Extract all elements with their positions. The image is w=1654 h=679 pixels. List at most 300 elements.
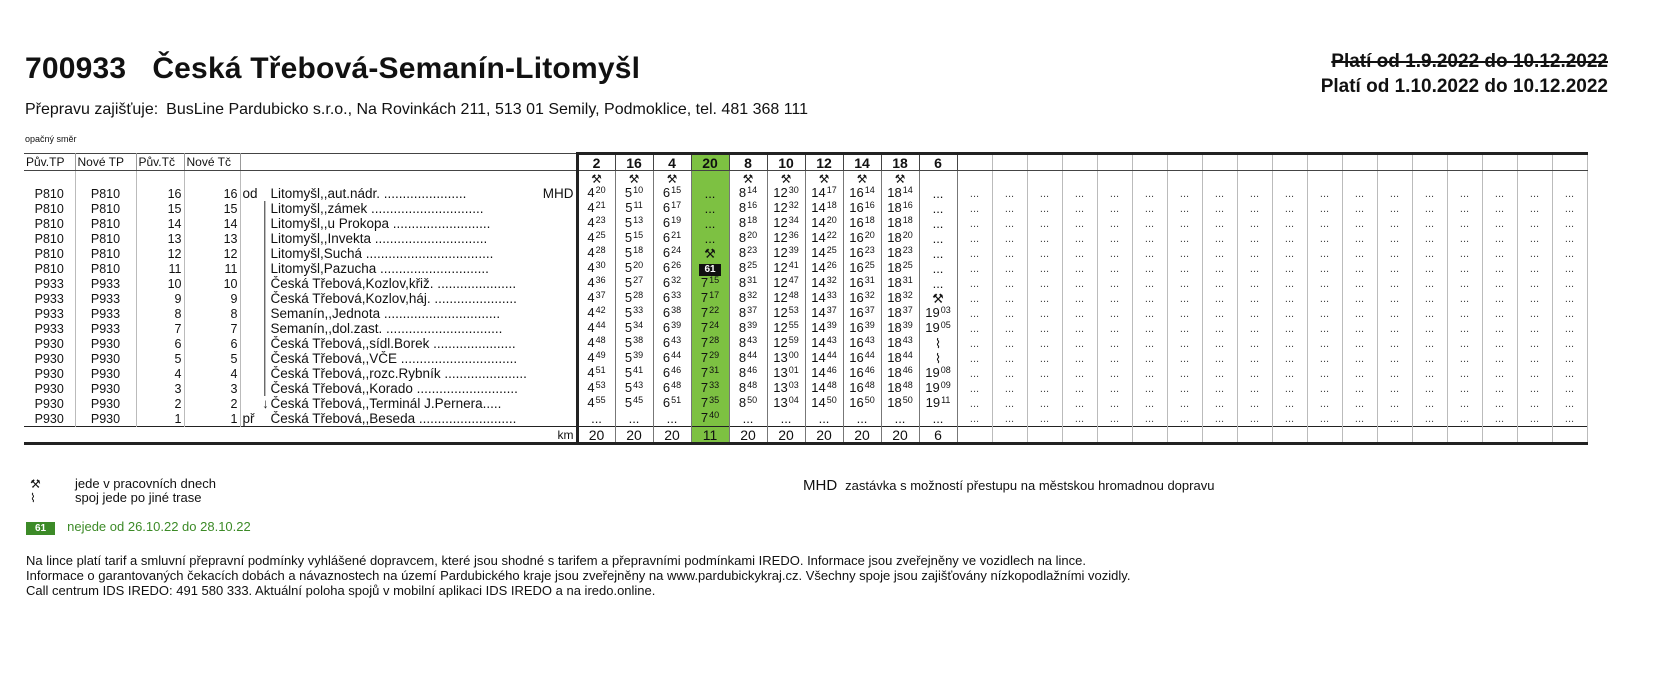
minute: 32	[864, 291, 875, 300]
hour: 5	[624, 336, 633, 350]
minute: 43	[864, 336, 875, 345]
empty-cell	[1097, 171, 1132, 187]
empty-cell: ...	[957, 276, 992, 291]
time-cell	[691, 186, 729, 201]
hour: 4	[587, 366, 595, 380]
puv-tc: 2	[136, 396, 184, 411]
minute: 32	[671, 276, 682, 285]
empty-cell: ...	[1412, 216, 1447, 231]
nove-tc: 16	[184, 186, 240, 201]
empty-cell: ...	[957, 381, 992, 396]
time-cell	[805, 201, 843, 216]
empty-cell: ...	[1342, 261, 1377, 276]
hour: 8	[738, 306, 747, 320]
minute: 23	[747, 246, 758, 255]
empty-col-header	[1552, 154, 1587, 171]
empty-cell: ...	[1167, 396, 1202, 411]
hour: 6	[662, 261, 671, 275]
empty-cell: ...	[1482, 381, 1517, 396]
minute: 03	[788, 381, 799, 390]
stop-name: Česká Třebová,Kozlov,křiž. .....................	[270, 276, 517, 291]
time-cell	[843, 306, 881, 321]
empty-cell: ...	[1482, 201, 1517, 216]
hour: 14	[811, 276, 826, 290]
hour: ...	[856, 411, 868, 426]
minute: 43	[902, 336, 913, 345]
time-cell	[767, 306, 805, 321]
minute: 39	[902, 321, 913, 330]
empty-cell: ...	[1552, 291, 1587, 306]
empty-cell: ...	[1027, 336, 1062, 351]
empty-cell: ...	[1447, 276, 1482, 291]
empty-col-header	[1377, 154, 1412, 171]
empty-cell: ...	[992, 306, 1027, 321]
empty-cell: ...	[1097, 336, 1132, 351]
hammer-icon: ⚒	[615, 171, 653, 187]
empty-cell: ...	[1097, 381, 1132, 396]
minute: 42	[595, 306, 606, 315]
minute: 25	[902, 261, 913, 270]
carrier-info: BusLine Pardubicko s.r.o., Na Rovinkách 211, 513 01 Semily, Podmoklice, tel. 481 368 111	[166, 101, 809, 118]
empty-cell: ...	[1062, 261, 1097, 276]
hour: 4	[587, 306, 595, 320]
empty-cell: ...	[1132, 276, 1167, 291]
minute: 59	[788, 336, 799, 345]
time-cell	[615, 276, 653, 291]
time-cell	[729, 306, 767, 321]
empty-cell: ...	[1237, 411, 1272, 427]
empty-cell: ...	[1202, 411, 1237, 427]
empty-cell: ...	[1202, 186, 1237, 201]
empty-cell: ...	[1517, 411, 1552, 427]
empty-col-header	[1097, 154, 1132, 171]
stop-cell	[240, 366, 577, 381]
minute: 43	[826, 336, 837, 345]
time-cell	[691, 246, 729, 261]
empty-cell: ...	[1027, 306, 1062, 321]
empty-cell: ...	[1412, 276, 1447, 291]
minute: 26	[826, 261, 837, 270]
empty-cell: ...	[1202, 336, 1237, 351]
empty-cell: ...	[1097, 366, 1132, 381]
empty-cell: ...	[1167, 411, 1202, 427]
empty-cell: ...	[1062, 201, 1097, 216]
minute: 44	[595, 321, 606, 330]
time-cell	[729, 276, 767, 291]
note-badge: 61	[26, 522, 55, 535]
time-cell	[805, 246, 843, 261]
minute: 14	[747, 186, 758, 195]
hour: 5	[624, 366, 633, 380]
hour: 12	[773, 216, 788, 230]
time-cell	[805, 216, 843, 231]
empty-cell: ...	[1552, 396, 1587, 411]
empty-cell: ...	[1517, 201, 1552, 216]
nove-tc: 4	[184, 366, 240, 381]
empty-cell: ...	[1132, 411, 1167, 427]
hour: 14	[811, 306, 826, 320]
minute: 33	[633, 306, 644, 315]
empty-cell: ...	[1027, 276, 1062, 291]
puv-tp: P810	[24, 246, 75, 261]
route-line-icon: │	[261, 351, 270, 366]
empty-cell: ...	[957, 216, 992, 231]
empty-cell: ...	[1167, 306, 1202, 321]
empty-col-header	[957, 154, 992, 171]
time-cell	[691, 321, 729, 336]
km-value: 20	[805, 427, 843, 444]
minute: 46	[826, 366, 837, 375]
empty-cell: ...	[1482, 351, 1517, 366]
route-line-icon: │	[261, 231, 270, 246]
hour: 16	[849, 276, 864, 290]
empty-cell: ...	[1062, 306, 1097, 321]
time-cell	[767, 246, 805, 261]
stop-name: Česká Třebová,,sídl.Borek ......................	[270, 336, 516, 351]
empty-cell	[1132, 171, 1167, 187]
empty-cell: ...	[1447, 291, 1482, 306]
time-cell	[653, 336, 691, 351]
time-cell	[881, 231, 919, 246]
empty-cell: ...	[1167, 321, 1202, 336]
time-cell	[881, 276, 919, 291]
trip-number: 12	[805, 154, 843, 171]
puv-tc: 9	[136, 291, 184, 306]
stop-name: Litomyšl,,Invekta ..............................	[270, 231, 488, 246]
empty-cell: ...	[957, 201, 992, 216]
empty-cell: ...	[1062, 336, 1097, 351]
carrier-label: Přepravu zajišťuje:	[25, 101, 159, 118]
time-cell	[615, 411, 653, 427]
empty-cell: ...	[1517, 246, 1552, 261]
time-cell	[615, 321, 653, 336]
empty-cell: ...	[1027, 201, 1062, 216]
col-header-nove_tc: Nové Tč	[184, 154, 240, 171]
empty-cell	[1062, 427, 1097, 444]
empty-cell: ...	[1272, 351, 1307, 366]
hour: 7	[700, 351, 709, 365]
empty-cell	[1482, 171, 1517, 187]
empty-cell: ...	[1447, 366, 1482, 381]
hour: 5	[624, 261, 633, 275]
empty-cell: ...	[1167, 276, 1202, 291]
stop-name: Česká Třebová,,VČE ...............................	[270, 351, 518, 366]
minute: 08	[940, 366, 951, 375]
hour: 18	[887, 351, 902, 365]
hammer-icon: ⚒	[932, 291, 944, 306]
empty-cell: ...	[1307, 396, 1342, 411]
hour: 7	[700, 411, 709, 425]
hour: 14	[811, 336, 826, 350]
puv-tp: P930	[24, 396, 75, 411]
hour: ...	[932, 411, 944, 426]
empty-cell: ...	[1062, 186, 1097, 201]
time-cell	[805, 231, 843, 246]
footer-notes	[26, 553, 1130, 598]
hour: 18	[887, 381, 902, 395]
minute: 05	[940, 321, 951, 330]
hour: 12	[773, 321, 788, 335]
hour: 13	[773, 396, 788, 410]
empty-cell: ...	[1517, 291, 1552, 306]
hour: 12	[773, 306, 788, 320]
empty-cell: ...	[1097, 351, 1132, 366]
time-cell	[615, 201, 653, 216]
minute: 15	[633, 231, 644, 240]
blank-cell	[184, 171, 240, 187]
header-row	[24, 154, 1587, 171]
minute: 48	[671, 381, 682, 390]
empty-cell: ...	[1237, 351, 1272, 366]
hour: 8	[738, 366, 747, 380]
empty-cell: ...	[1307, 381, 1342, 396]
empty-cell: ...	[957, 366, 992, 381]
hour: 14	[811, 351, 826, 365]
nove-tc: 11	[184, 261, 240, 276]
time-cell	[691, 231, 729, 246]
empty-cell: ...	[1482, 321, 1517, 336]
stop-row	[24, 246, 1587, 261]
time-cell	[919, 201, 957, 216]
stop-name: Česká Třebová,,Beseda ..........................	[270, 411, 517, 426]
empty-cell	[1447, 427, 1482, 444]
empty-cell: ...	[1097, 396, 1132, 411]
empty-cell	[1202, 427, 1237, 444]
empty-cell: ...	[1237, 306, 1272, 321]
hour: 8	[738, 246, 747, 260]
hour: 16	[849, 381, 864, 395]
empty-cell: ...	[1237, 216, 1272, 231]
empty-cell: ...	[1377, 366, 1412, 381]
empty-cell: ...	[992, 396, 1027, 411]
minute: 51	[595, 366, 606, 375]
route-line-icon: │	[261, 321, 270, 336]
empty-cell	[1167, 427, 1202, 444]
empty-cell: ...	[1447, 246, 1482, 261]
puv-tp: P810	[24, 201, 75, 216]
hammer-icon: ⚒	[577, 171, 615, 187]
empty-cell: ...	[1377, 201, 1412, 216]
minute: 55	[595, 396, 606, 405]
minute: 18	[826, 201, 837, 210]
hour: 5	[624, 381, 633, 395]
hour: 18	[887, 261, 902, 275]
empty-cell: ...	[1517, 216, 1552, 231]
minute: 46	[671, 366, 682, 375]
hour: 19	[925, 381, 940, 395]
hour: 7	[700, 276, 709, 290]
hour: 18	[887, 396, 902, 410]
hour: ...	[932, 261, 944, 276]
stop-row	[24, 291, 1587, 306]
empty-cell: ...	[957, 336, 992, 351]
empty-cell: ...	[1377, 186, 1412, 201]
stop-name: Česká Třebová,Kozlov,háj. ......................	[270, 291, 517, 306]
hammer-icon: ⚒	[30, 477, 41, 491]
time-cell	[843, 381, 881, 396]
empty-cell: ...	[1062, 231, 1097, 246]
legend-workdays: jede v pracovních dnech	[75, 476, 216, 491]
empty-cell	[1237, 427, 1272, 444]
wavy-line-icon: ⌇	[934, 336, 942, 351]
time-cell	[843, 321, 881, 336]
time-cell	[729, 246, 767, 261]
minute: 37	[747, 306, 758, 315]
empty-cell: ...	[1027, 261, 1062, 276]
hour: 16	[849, 201, 864, 215]
stop-name: Česká Třebová,,Korado ...........................	[270, 381, 518, 396]
time-cell	[577, 396, 615, 411]
empty-cell: ...	[1027, 321, 1062, 336]
nove-tp: P810	[75, 231, 136, 246]
time-cell	[919, 186, 957, 201]
puv-tc: 15	[136, 201, 184, 216]
symbol-row	[24, 171, 1587, 187]
time-cell	[843, 276, 881, 291]
empty-cell: ...	[1517, 231, 1552, 246]
route-line-icon: │	[261, 381, 270, 396]
puv-tp: P930	[24, 411, 75, 427]
empty-cell	[1377, 171, 1412, 187]
legend-mhd	[803, 477, 1214, 494]
empty-cell: ...	[957, 351, 992, 366]
minute: 30	[788, 186, 799, 195]
hour: 18	[887, 366, 902, 380]
empty-cell: ...	[1202, 366, 1237, 381]
empty-cell: ...	[1412, 231, 1447, 246]
hour: 5	[625, 201, 633, 215]
nove-tp: P933	[75, 321, 136, 336]
hour: 18	[887, 186, 902, 200]
hour: 4	[587, 246, 595, 260]
empty-cell: ...	[1027, 366, 1062, 381]
hour: 4	[587, 186, 595, 200]
empty-cell: ...	[1482, 276, 1517, 291]
empty-cell: ...	[1377, 336, 1412, 351]
empty-cell: ...	[1097, 201, 1132, 216]
puv-tc: 7	[136, 321, 184, 336]
time-cell	[577, 336, 615, 351]
empty-cell: ...	[1552, 216, 1587, 231]
minute: 33	[671, 291, 682, 300]
time-cell	[805, 351, 843, 366]
empty-cell: ...	[1377, 381, 1412, 396]
time-cell	[691, 396, 729, 411]
hour: 4	[587, 291, 595, 305]
nove-tc: 13	[184, 231, 240, 246]
stop-cell	[240, 381, 577, 396]
empty-cell: ...	[1027, 291, 1062, 306]
empty-cell: ...	[1202, 231, 1237, 246]
empty-cell	[992, 427, 1027, 444]
empty-cell: ...	[1342, 321, 1377, 336]
empty-cell: ...	[1167, 231, 1202, 246]
blank-cell	[75, 171, 136, 187]
time-cell	[919, 381, 957, 396]
empty-cell: ...	[1062, 321, 1097, 336]
puv-tp: P810	[24, 261, 75, 276]
minute: 14	[902, 186, 913, 195]
trip-number: 4	[653, 154, 691, 171]
empty-cell: ...	[1132, 306, 1167, 321]
minute: 32	[747, 291, 758, 300]
minute: 41	[633, 366, 644, 375]
empty-cell: ...	[1307, 246, 1342, 261]
minute: 20	[826, 216, 837, 225]
empty-cell: ...	[1517, 366, 1552, 381]
time-cell	[919, 351, 957, 366]
empty-cell: ...	[1272, 276, 1307, 291]
time-cell	[729, 291, 767, 306]
empty-cell: ...	[992, 366, 1027, 381]
hour: ...	[932, 201, 944, 216]
empty-cell: ...	[1342, 366, 1377, 381]
puv-tc: 10	[136, 276, 184, 291]
stop-row	[24, 366, 1587, 381]
stop-cell	[240, 201, 577, 216]
minute: 44	[671, 351, 682, 360]
empty-col-header	[1202, 154, 1237, 171]
minute: 48	[902, 381, 913, 390]
empty-cell: ...	[992, 411, 1027, 427]
nove-tc: 9	[184, 291, 240, 306]
empty-cell: ...	[992, 231, 1027, 246]
empty-cell: ...	[1097, 321, 1132, 336]
empty-cell: ...	[992, 201, 1027, 216]
time-cell	[653, 186, 691, 201]
hour: 12	[773, 276, 788, 290]
col-header-nove_tp: Nové TP	[75, 154, 136, 171]
empty-cell: ...	[1342, 306, 1377, 321]
empty-cell: ...	[1202, 276, 1237, 291]
empty-col-header	[1062, 154, 1097, 171]
empty-cell: ...	[1552, 186, 1587, 201]
empty-cell: ...	[1132, 246, 1167, 261]
puv-tp: P933	[24, 276, 75, 291]
time-cell	[843, 351, 881, 366]
time-cell	[767, 396, 805, 411]
empty-cell: ...	[992, 216, 1027, 231]
minute: 23	[902, 246, 913, 255]
empty-cell: ...	[1412, 411, 1447, 427]
nove-tp: P933	[75, 306, 136, 321]
footer-line-1: Na lince platí tarif a smluvní přepravní podmínky vyhlášené dopravcem, které jsou shodné s tarifem a přepravními podmínkami IREDO. Informace jsou zveřejněny ve vozidlech na lince.	[26, 553, 1086, 568]
stop-name: Česká Třebová,,rozc.Rybník ......................	[270, 366, 527, 381]
empty-cell: ...	[1132, 321, 1167, 336]
empty-cell: ...	[1272, 201, 1307, 216]
minute: 39	[747, 321, 758, 330]
minute: 18	[633, 246, 644, 255]
hour: 19	[925, 306, 940, 320]
minute: 40	[709, 411, 720, 420]
time-cell	[653, 291, 691, 306]
empty-cell: ...	[1132, 381, 1167, 396]
stop-cell	[240, 336, 577, 351]
hour: 16	[849, 336, 864, 350]
direction-label: opačný směr	[25, 134, 77, 144]
hour: 8	[738, 231, 747, 245]
nove-tp: P933	[75, 291, 136, 306]
empty-cell: ...	[1412, 186, 1447, 201]
stop-row	[24, 231, 1587, 246]
minute: 37	[864, 306, 875, 315]
empty-cell	[1412, 427, 1447, 444]
km-value: 20	[729, 427, 767, 444]
time-cell	[615, 306, 653, 321]
hour: 7	[700, 381, 709, 395]
empty-cell	[1517, 171, 1552, 187]
minute: 09	[940, 381, 951, 390]
